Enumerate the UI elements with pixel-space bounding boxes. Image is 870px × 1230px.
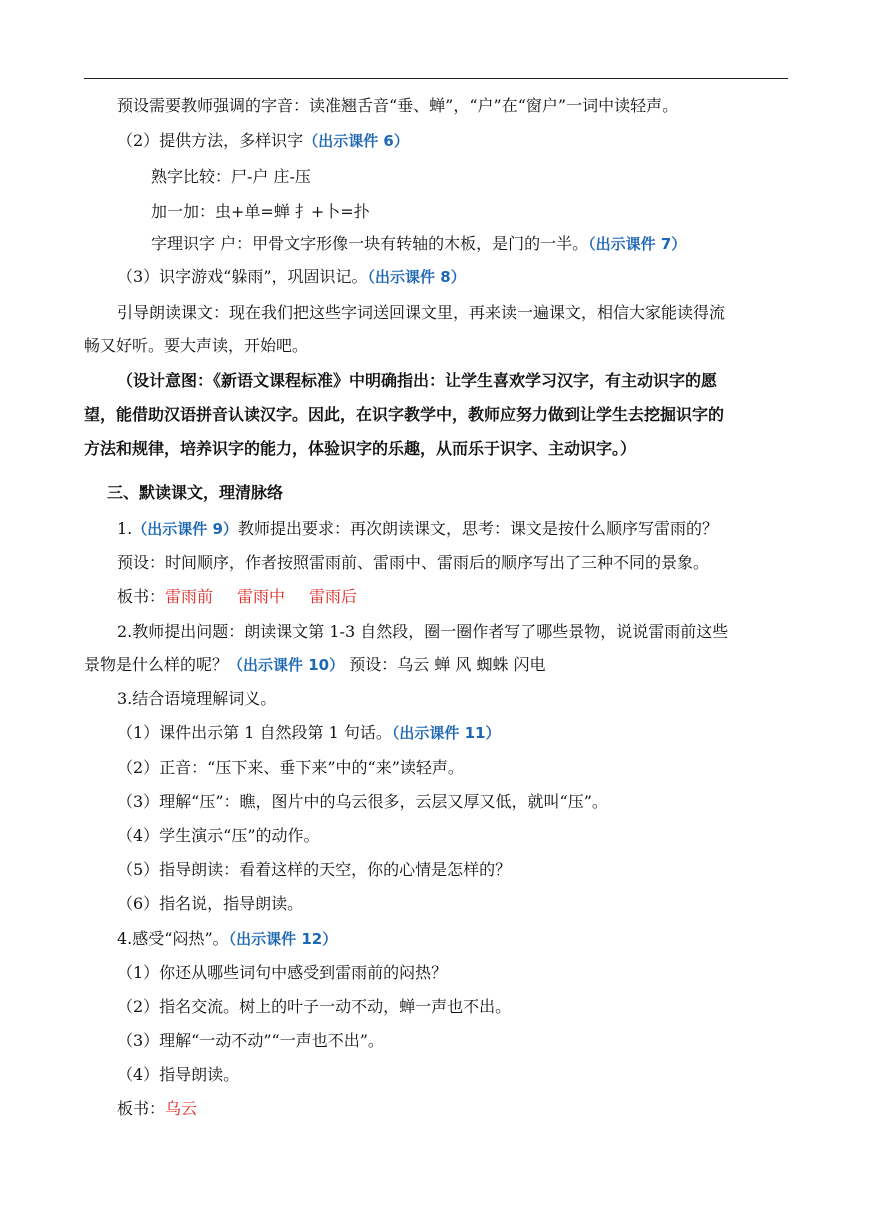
text-line xyxy=(117,131,409,151)
text-segment: （6）指名说，指导朗读。 xyxy=(117,894,304,913)
text-segment: （3）理解“压”：瞧，图片中的乌云很多，云层又厚又低，就叫“压”。 xyxy=(117,792,608,811)
text-line xyxy=(117,963,447,983)
board-note: 雷雨中 xyxy=(237,587,286,606)
text-segment: （3）理解“一动不动”“一声也不出”。 xyxy=(117,1031,384,1050)
courseware-ref: （出示课件 8） xyxy=(367,268,466,286)
text-line xyxy=(151,202,370,222)
text-line xyxy=(117,553,709,573)
text-segment: （4）学生演示“压”的动作。 xyxy=(117,826,320,845)
courseware-ref: （出示课件 12） xyxy=(228,930,338,948)
courseware-ref: （出示课件 11） xyxy=(391,724,501,742)
text-segment: （1）你还从哪些词句中感受到雷雨前的闷热？ xyxy=(117,963,448,982)
text-line xyxy=(117,997,511,1017)
text-segment: 熟字比较：尸-户 庄-压 xyxy=(151,167,311,186)
text-segment: （2）指名交流。树上的叶子一动不动，蝉一声也不出。 xyxy=(117,997,512,1016)
courseware-ref: （出示课件 9） xyxy=(132,520,238,538)
text-line xyxy=(84,439,636,459)
courseware-ref: （出示课件 7） xyxy=(588,235,687,253)
text-line xyxy=(117,1065,239,1085)
board-note: 乌云 xyxy=(165,1099,198,1118)
board-note: 雷雨前 xyxy=(165,587,214,606)
text-line xyxy=(117,758,464,778)
text-segment: 板书： xyxy=(117,587,166,606)
text-segment: 引导朗读课文：现在我们把这些字词送回课文里，再来读一遍课文，相信大家能读得流 xyxy=(117,303,726,322)
text-line xyxy=(117,723,501,743)
text-line xyxy=(117,860,511,880)
text-line xyxy=(117,303,725,323)
text-segment: 预设：时间顺序，作者按照雷雨前、雷雨中、雷雨后的顺序写出了三种不同的景象。 xyxy=(117,553,710,572)
text-line xyxy=(84,336,308,356)
courseware-ref: （出示课件 6） xyxy=(303,132,409,150)
courseware-ref: （出示课件 10） xyxy=(228,656,345,674)
text-segment: 加一加：虫+单=蝉 扌+卜=扑 xyxy=(151,202,370,221)
text-line xyxy=(117,826,320,846)
section-heading xyxy=(107,483,283,503)
text-segment: 3.结合语境理解词义。 xyxy=(117,689,277,708)
text-segment: （3）识字游戏“躲雨”，巩固识记。 xyxy=(117,267,368,286)
text-line xyxy=(117,519,718,539)
text-line xyxy=(151,167,311,187)
text-segment: 畅又好听。要大声读，开始吧。 xyxy=(84,336,309,355)
text-segment: 景物是什么样的呢？ xyxy=(84,655,229,674)
text-line xyxy=(117,792,608,812)
text-segment: 预设：乌云 蝉 风 蜘蛛 闪电 xyxy=(344,655,546,674)
text-line xyxy=(84,405,724,425)
text-line xyxy=(117,622,728,642)
text-segment: 4.感受“闷热”。 xyxy=(117,929,229,948)
text-segment: （4）指导朗读。 xyxy=(117,1065,240,1084)
text-segment: 字理识字 户：甲骨文字形像一块有转轴的木板，是门的一半。 xyxy=(151,234,589,253)
text-segment: 三、默读课文，理清脉络 xyxy=(107,483,284,502)
header-rule xyxy=(84,78,788,79)
text-line xyxy=(84,655,546,675)
text-segment: （设计意图：《新语文课程标准》中明确指出：让学生喜欢学习汉字，有主动识字的愿 xyxy=(117,371,718,390)
text-line xyxy=(117,894,303,914)
text-segment: 2.教师提出问题：朗读课文第 1-3 自然段，圈一圈作者写了哪些景物，说说雷雨前这些 xyxy=(117,622,729,641)
text-segment: 1. xyxy=(117,519,133,538)
text-segment: （2）正音：“压下来、垂下来”中的“来”读轻声。 xyxy=(117,758,464,777)
text-segment: 板书： xyxy=(117,1099,166,1118)
text-line xyxy=(117,371,717,391)
text-line xyxy=(117,689,276,709)
text-line xyxy=(117,587,357,607)
text-segment: （5）指导朗读：看着这样的天空，你的心情是怎样的？ xyxy=(117,860,512,879)
text-line xyxy=(117,267,466,287)
text-segment: 教师提出要求：再次朗读课文，思考：课文是按什么顺序写雷雨的？ xyxy=(237,519,718,538)
text-line xyxy=(117,96,678,116)
text-segment: 预设需要教师强调的字音：读准翘舌音“垂、蝉”，“户”在“窗户”一词中读轻声。 xyxy=(117,96,679,115)
text-segment: （1）课件出示第 1 自然段第 1 句话。 xyxy=(117,723,392,742)
text-line xyxy=(117,1099,197,1119)
text-segment: 望，能借助汉语拼音认读汉字。因此，在识字教学中，教师应努力做到让学生去挖掘识字的 xyxy=(84,405,725,424)
text-segment: 方法和规律，培养识字的能力，体验识字的乐趣，从而乐于识字、主动识字。） xyxy=(84,439,637,458)
text-segment: （2）提供方法，多样识字 xyxy=(117,131,304,150)
board-note: 雷雨后 xyxy=(309,587,358,606)
text-line xyxy=(117,1031,384,1051)
text-line xyxy=(117,929,337,949)
text-line xyxy=(151,234,686,254)
